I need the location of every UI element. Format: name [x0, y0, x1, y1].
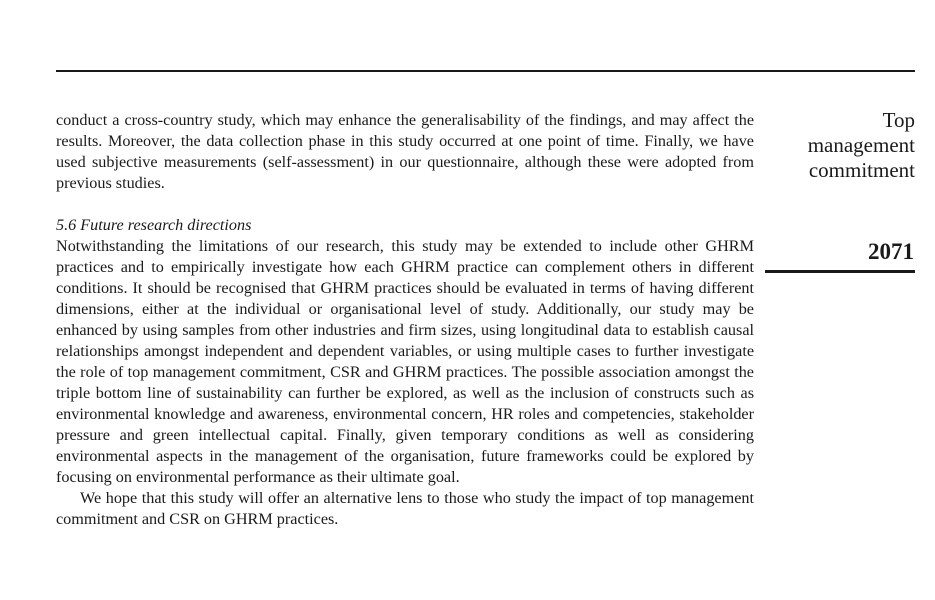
- running-head-title: [755, 108, 915, 183]
- page-number: 2071: [868, 239, 914, 264]
- header-rule: [56, 70, 915, 72]
- section-paragraph-1: Notwithstanding the limitations of our research, this study may be extended to include other GHRM practices and to empirically investigate how each GHRM practice can complement others in different conditions. It should be recognised that GHRM practices should be evaluated in terms of having different dimensions, either at the individual or organisational level of study. Additionally, our study may be enhanced by using samples from other industries and firm sizes, using longitudinal data to establish causal relationships amongst independent and dependent variables, or using multiple cases to further investigate the role of top management commitment, CSR and GHRM practices. The possible association amongst the triple bottom line of sustainability can further be explored, as well as the inclusion of constructs such as environmental knowledge and awareness, environmental concern, HR roles and competencies, stakeholder pressure and green intellectual capital. Finally, given temporary conditions as well as considering environmental aspects in the management of the organisation, future frameworks could be explored by focusing on environmental performance as their ultimate goal.: [56, 237, 754, 486]
- running-head-line-3: commitment: [808, 158, 915, 182]
- running-head-line-1: Top: [882, 108, 915, 132]
- section-paragraph-2: We hope that this study will offer an alternative lens to those who study the impact of top management commitment and CSR on GHRM practices.: [56, 489, 754, 528]
- main-text-column: [56, 110, 754, 530]
- opening-paragraph: conduct a cross-country study, which may enhance the generalisability of the findings, and may affect the results. Moreover, the data collection phase in this study occurred at one point of time. Finally, we have used subjective measurements (self-assessment) in our questionnaire, although these were adopted from previous studies.: [56, 111, 754, 192]
- section-heading: 5.6 Future research directions: [56, 216, 252, 234]
- page-number-rule: [765, 270, 915, 273]
- running-head-line-2: management: [807, 133, 915, 157]
